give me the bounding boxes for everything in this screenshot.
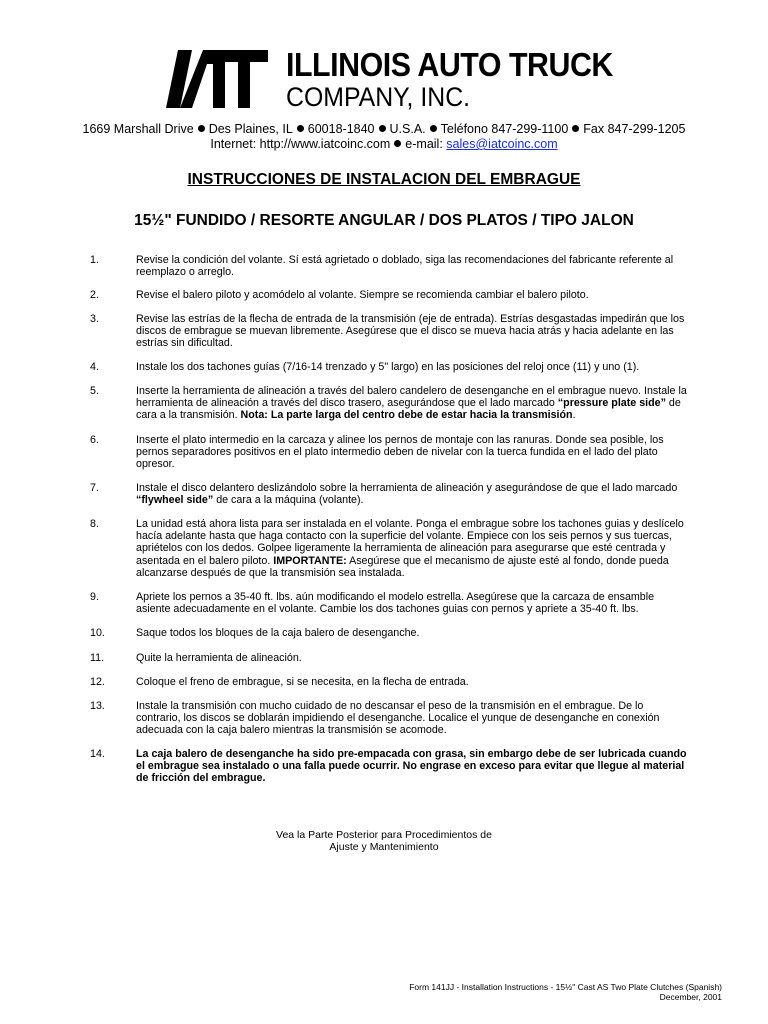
bullet-icon	[430, 125, 437, 132]
step-number: 13.	[90, 700, 105, 712]
step-line: Instale el disco delantero deslizándolo sobre la herramienta de alineación y asegurándose de que el lado marcado	[136, 482, 678, 494]
contact-line	[0, 137, 768, 152]
step-text	[136, 313, 730, 350]
bullet-icon	[394, 140, 401, 147]
step-line	[136, 409, 730, 421]
step-line: reemplazo o arreglo.	[136, 266, 235, 279]
step-number: 5.	[90, 385, 99, 397]
step-line: alcanzarse después de que la transmisión sea instalada.	[136, 566, 405, 579]
step-line: Revise la condición del volante. Sí está agrietado o doblado, siga las recomendaciones del fabricante referente al	[136, 254, 674, 266]
step-text	[136, 254, 730, 278]
step-text-run: .	[572, 409, 576, 422]
step-line: Revise el balero piloto y acomódelo al volante. Siempre se recomienda cambiar el balero piloto.	[136, 289, 589, 301]
step-text	[136, 385, 730, 422]
step-line: asiente adecuadamente en el volante. Cambie los dos tachones guias con pernos y apriete a 35-40 ft. lbs.	[136, 603, 639, 616]
step-line: de fricción del embrague.	[136, 772, 266, 785]
step-number: 6.	[90, 434, 99, 446]
step-line: Inserte el plato intermedio en la carcaza y alinee los pernos de montaje con las ranuras. Donde sea posible, los	[136, 434, 664, 446]
country: U.S.A.	[389, 122, 426, 136]
step-number: 9.	[90, 591, 99, 603]
step-line: Quite la herramienta de alineación.	[136, 652, 302, 664]
flywheel-side-label: “flywheel side”	[136, 494, 214, 507]
step-number: 3.	[90, 313, 99, 325]
step-text	[136, 748, 730, 785]
step-line: estrías sin dificultad.	[136, 337, 233, 350]
step-number: 12.	[90, 676, 105, 688]
step-line: Saque todos los bloques de la caja balero de desenganche.	[136, 627, 420, 639]
step-number: 2.	[90, 289, 99, 301]
step-text-run: de	[665, 397, 681, 410]
step-line: apriételos con los dedos. Golpee ligeramente la herramienta de alineación para asegurarse que esté centrada y	[136, 542, 666, 555]
company-name: ILLINOIS AUTO TRUCK	[286, 46, 613, 83]
bullet-icon	[379, 125, 386, 132]
step-text	[136, 289, 730, 301]
email-link[interactable]: sales@iatcoinc.com	[446, 137, 558, 151]
zip: 60018-1840	[307, 122, 375, 136]
step-line: Instale la transmisión con mucho cuidado de no descansar el peso de la transmisión en el embrague. De lo	[136, 700, 644, 712]
iat-logo-icon	[166, 50, 268, 108]
step-text-run: herramienta de alineación a través del disco trasero, asegurándose que el lado marcado	[136, 397, 558, 410]
fax: Fax 847-299-1205	[583, 122, 686, 136]
bullet-icon	[572, 125, 579, 132]
step-line: pernos separadores positivos en el plato intermedio deben de nivelar con la tuerca fundida en el lado del plato	[136, 446, 658, 459]
step-number: 4.	[90, 361, 99, 373]
email-label: e-mail:	[405, 137, 443, 151]
city: Des Plaines, IL	[208, 122, 293, 136]
back-page-note	[0, 829, 768, 853]
step-number: 10.	[90, 627, 105, 639]
step-text	[136, 518, 730, 579]
step-line	[136, 555, 730, 567]
street: 1669 Marshall Drive	[82, 122, 194, 136]
address-line	[0, 122, 768, 137]
step-text	[136, 434, 730, 471]
step-number: 1.	[90, 254, 99, 266]
step-line: Revise las estrías de la flecha de entrada de la transmisión (eje de entrada). Estrías desgastadas impedirán que los	[136, 313, 685, 325]
step-note: Nota: La parte larga del centro debe de estar hacia la transmisión	[240, 409, 573, 422]
step-line	[136, 494, 730, 506]
phone: Teléfono 847-299-1100	[440, 122, 569, 136]
step-line: La unidad está ahora lista para ser instalada en el volante. Ponga el embrague sobre los tachones guias y deslícelo	[136, 518, 684, 530]
step-text	[136, 482, 730, 506]
step-line: Apriete los pernos a 35-40 ft. lbs. aún modificando el modelo estrella. Asegúrese que la carcaza de ensamble	[136, 591, 655, 603]
page-title: INSTRUCCIONES DE INSTALACION DEL EMBRAGUE	[187, 171, 581, 188]
step-line	[136, 397, 730, 409]
step-number: 7.	[90, 482, 99, 494]
step-text	[136, 591, 730, 615]
step-line: Coloque el freno de embrague, si se necesita, en la flecha de entrada.	[136, 676, 469, 688]
important-label: IMPORTANTE:	[273, 554, 347, 567]
step-text-run: Asegúrese que el mecanismo de ajuste esté al fondo, donde pueda	[346, 554, 669, 567]
step-number: 8.	[90, 518, 99, 530]
form-line: Form 141JJ - Installation Instructions - 15½" Cast AS Two Plate Clutches (Spanish)	[409, 982, 722, 992]
step-number: 11.	[90, 652, 105, 664]
step-text	[136, 627, 730, 639]
form-identifier	[409, 982, 722, 1002]
step-number: 14.	[90, 748, 105, 760]
step-line: discos de embrague se muevan libremente. Asegúrese que el disco se mueva hacia atrás y hacia adelante en las	[136, 325, 674, 338]
step-text	[136, 700, 730, 737]
pressure-plate-side-label: “pressure plate side”	[557, 397, 666, 410]
step-line: La caja balero de desenganche ha sido pre-empacada con grasa, sin embargo debe de ser lubricada cuando	[136, 748, 687, 760]
step-line: el embrague sea instalado o una falla puede ocurrir. No engrase en exceso para evitar que llegue al material	[136, 760, 685, 773]
bullet-icon	[297, 125, 304, 132]
step-line: adecuada con la caja balero mientras la transmisión se acomode.	[136, 724, 447, 737]
bullet-icon	[198, 125, 205, 132]
company-subtitle: COMPANY, INC.	[286, 82, 471, 112]
step-line: Instale los dos tachones guías (7/16-14 trenzado y 5" largo) en las posiciones del reloj once (11) y uno (1).	[136, 361, 640, 373]
step-text	[136, 652, 730, 664]
step-text	[136, 361, 730, 373]
step-line: hacía adelante hasta que haga contacto con la superficie del volante. Empiece con los seis pernos y sus tuercas,	[136, 530, 672, 543]
step-text-run: asentada en el balero piloto.	[136, 554, 274, 567]
internet-url[interactable]: Internet: http://www.iatcoinc.com	[210, 137, 391, 151]
footnote-line: Ajuste y Mantenimiento	[329, 841, 439, 853]
step-line: Inserte la herramienta de alineación a través del balero candelero de desenganche en el embrague nuevo. Instale la	[136, 385, 687, 397]
step-line: opresor.	[136, 458, 175, 471]
footnote-line: Vea la Parte Posterior para Procedimientos de	[276, 829, 492, 841]
step-text	[136, 676, 730, 688]
step-text-run: cara a la transmisión.	[136, 409, 241, 422]
step-line: contrario, los discos se doblarán impidiendo el desenganche. Localice el yunque de desenganche en conexión	[136, 712, 660, 725]
step-text-run: de cara a la máquina (volante).	[213, 494, 364, 507]
page-subtitle: 15½" FUNDIDO / RESORTE ANGULAR / DOS PLATOS / TIPO JALON	[134, 212, 634, 229]
form-date: December, 2001	[659, 992, 722, 1002]
